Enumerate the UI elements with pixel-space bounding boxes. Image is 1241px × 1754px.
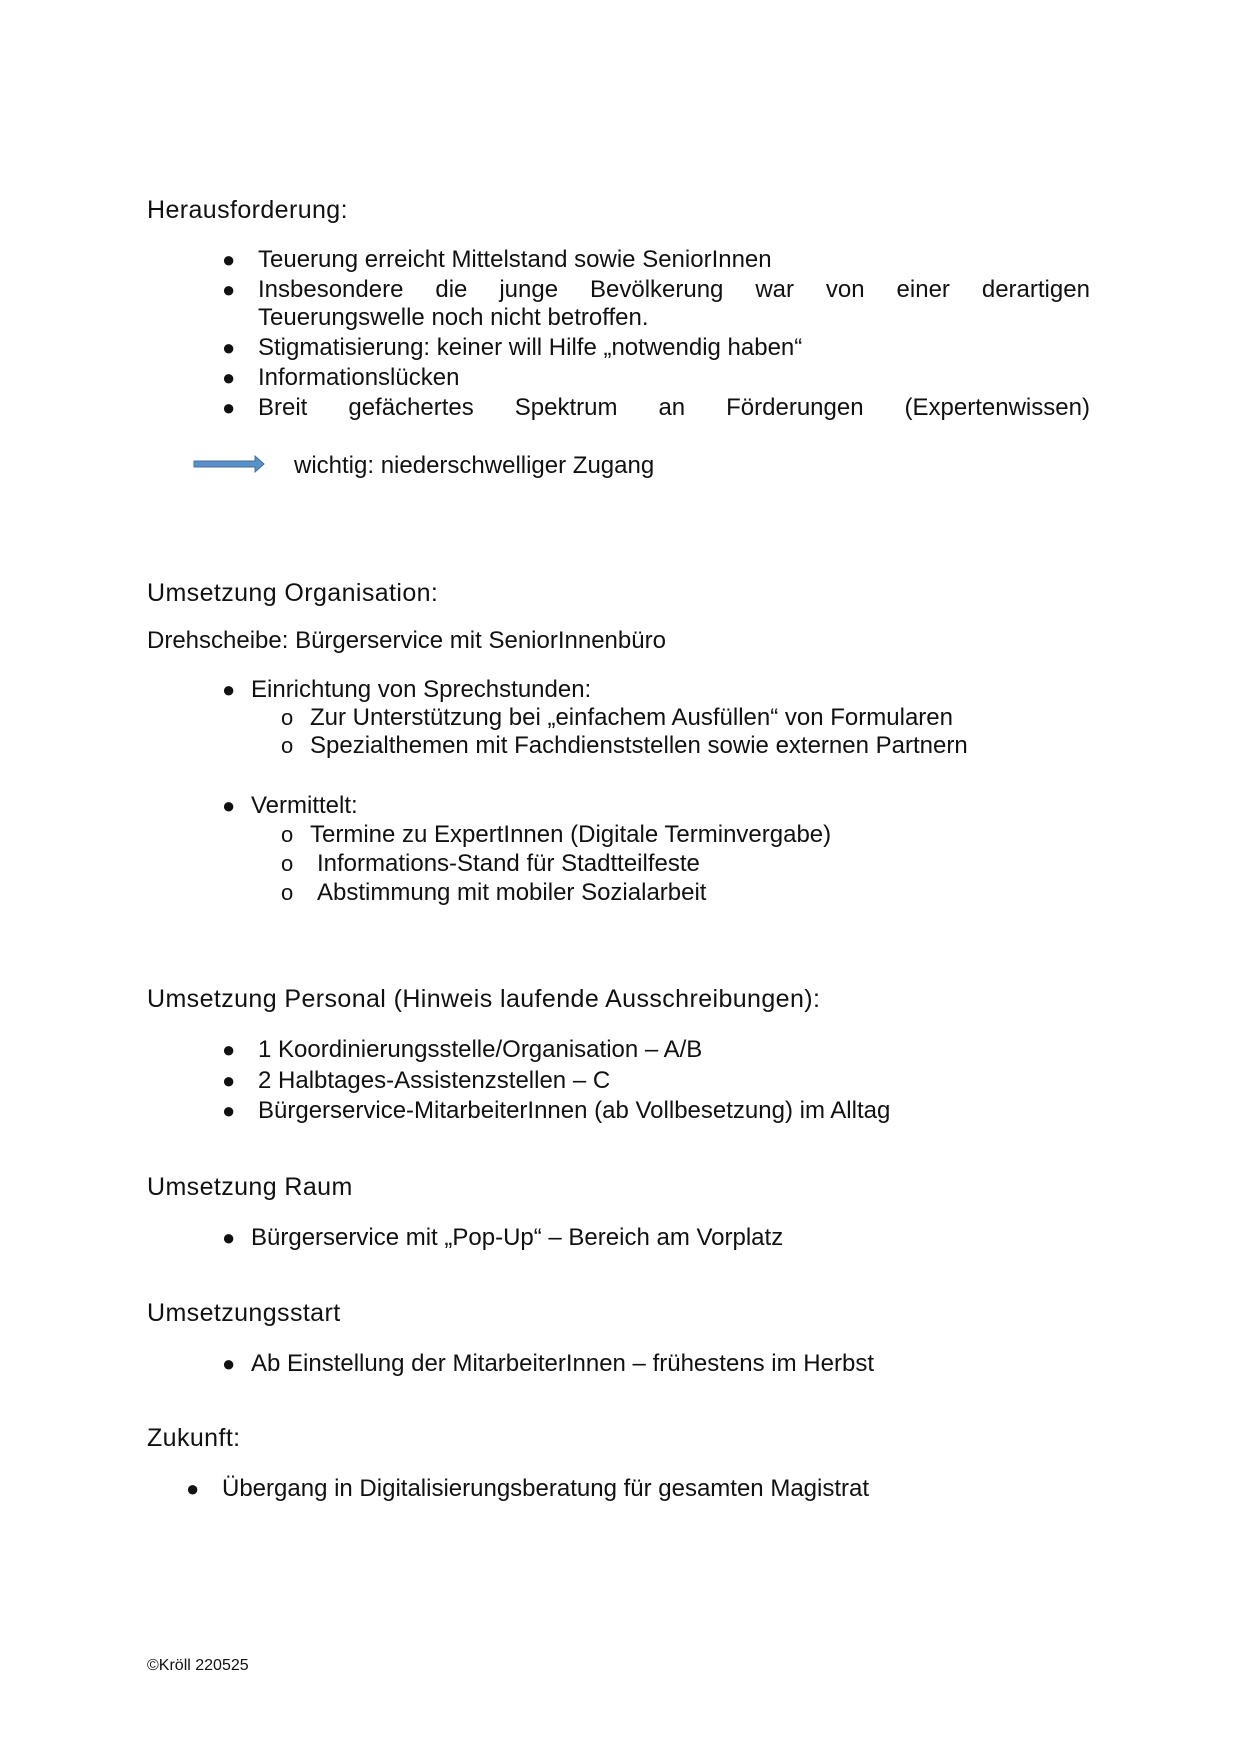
- heading-room: Umsetzung Raum: [147, 1173, 353, 1201]
- heading-challenge: Herausforderung:: [147, 196, 348, 224]
- bullet-icon: ●: [222, 677, 236, 702]
- heading-personnel: Umsetzung Personal (Hinweis laufende Ausschreibungen):: [147, 985, 821, 1013]
- heading-start: Umsetzungsstart: [147, 1299, 341, 1327]
- list-item: Ab Einstellung der MitarbeiterInnen – frühestens im Herbst: [251, 1350, 874, 1377]
- justified-word: Bevölkerung: [589, 276, 724, 303]
- list-item-continuation: Teuerungswelle noch nicht betroffen.: [258, 304, 649, 331]
- circle-bullet-icon: o: [281, 851, 294, 876]
- list-item: Übergang in Digitalisierungsberatung für gesamten Magistrat: [222, 1475, 870, 1502]
- bullet-icon: ●: [222, 1037, 236, 1062]
- justified-word: Breit: [258, 394, 308, 421]
- list-item-justified: [258, 394, 1090, 422]
- sub-list-item: Termine zu ExpertInnen (Digitale Terminvergabe): [310, 821, 832, 848]
- circle-bullet-icon: o: [281, 822, 294, 847]
- justified-word: derartigen: [981, 276, 1090, 303]
- sub-list-item: Abstimmung mit mobiler Sozialarbeit: [317, 879, 707, 906]
- justified-word: (Expertenwissen): [904, 394, 1090, 421]
- list-item: Vermittelt:: [251, 792, 358, 819]
- list-item: Bürgerservice mit „Pop-Up“ – Bereich am Vorplatz: [251, 1224, 784, 1251]
- arrow-note: wichtig: niederschwelliger Zugang: [294, 452, 655, 479]
- list-item: 2 Halbtages-Assistenzstellen – C: [258, 1067, 611, 1094]
- justified-word: Förderungen: [726, 394, 864, 421]
- bullet-icon: ●: [222, 1351, 236, 1376]
- justified-word: an: [658, 394, 686, 421]
- bullet-icon: ●: [222, 1098, 236, 1123]
- justified-word: die: [435, 276, 468, 303]
- bullet-icon: ●: [222, 793, 236, 818]
- bullet-icon: ●: [222, 1225, 236, 1250]
- bullet-icon: ●: [222, 365, 236, 390]
- list-item: Informationslücken: [258, 364, 460, 391]
- heading-organisation: Umsetzung Organisation:: [147, 579, 439, 607]
- bullet-icon: ●: [222, 335, 236, 360]
- circle-bullet-icon: o: [281, 705, 294, 730]
- justified-word: von: [825, 276, 865, 303]
- sub-list-item: Spezialthemen mit Fachdienststellen sowie externen Partnern: [310, 732, 968, 759]
- right-arrow-icon: [193, 455, 265, 473]
- justified-word: Insbesondere: [258, 276, 404, 303]
- justified-word: junge: [499, 276, 559, 303]
- sub-list-item: Zur Unterstützung bei „einfachem Ausfüllen“ von Formularen: [310, 704, 953, 731]
- bullet-icon: ●: [222, 395, 236, 420]
- bullet-icon: ●: [222, 1068, 236, 1093]
- justified-word: gefächertes: [348, 394, 474, 421]
- circle-bullet-icon: o: [281, 880, 294, 905]
- bullet-icon: ●: [222, 247, 236, 272]
- hub-text: Drehscheibe: Bürgerservice mit SeniorInnenbüro: [147, 627, 666, 654]
- bullet-icon: ●: [222, 277, 236, 302]
- sub-list-item: Informations-Stand für Stadtteilfeste: [317, 850, 700, 877]
- list-item: Stigmatisierung: keiner will Hilfe „notwendig haben“: [258, 334, 803, 361]
- justified-word: war: [755, 276, 794, 303]
- footer-copyright: ©Kröll 220525: [147, 1657, 249, 1674]
- list-item: 1 Koordinierungsstelle/Organisation – A/B: [258, 1036, 703, 1063]
- list-item: Einrichtung von Sprechstunden:: [251, 676, 592, 703]
- heading-future: Zukunft:: [147, 1424, 241, 1452]
- list-item-justified: [258, 276, 1090, 304]
- list-item: Bürgerservice-MitarbeiterInnen (ab Vollbesetzung) im Alltag: [258, 1097, 891, 1124]
- justified-word: Spektrum: [514, 394, 618, 421]
- circle-bullet-icon: o: [281, 733, 294, 758]
- justified-word: einer: [896, 276, 950, 303]
- list-item: Teuerung erreicht Mittelstand sowie SeniorInnen: [258, 246, 772, 273]
- bullet-icon: ●: [186, 1476, 200, 1501]
